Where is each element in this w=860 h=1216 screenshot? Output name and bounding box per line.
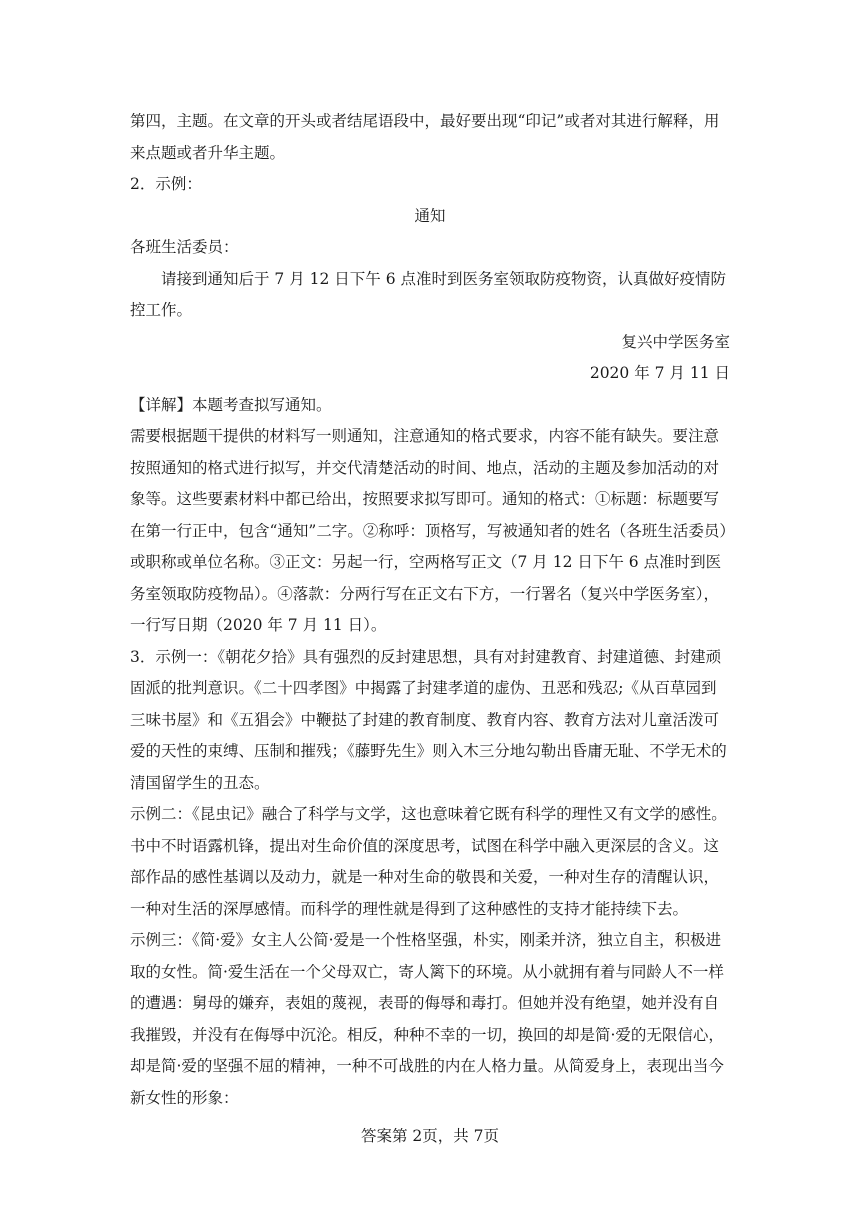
document-body (130, 106, 730, 1114)
notice-signature: 复兴中学医务室 (621, 332, 730, 351)
paragraph-example-2: 示例二：《昆虫记》融合了科学与文学，这也意味着它既有科学的理性又有文学的感性。书中不时语露机锋，提出对生命价值的深度思考，试图在科学中融入更深层的含义。这部作品的感性基调以及动力，就是一种对生命的敬畏和关爱，一种对生存的清醒认识，一种对生活的深厚感情。而科学的理性就是得到了这种感性的支持才能持续下去。 (130, 805, 727, 918)
paragraph-theme: 第四，主题。在文章的开头或者结尾语段中，最好要出现“印记”或者对其进行解释，用来点题或者升华主题。 (130, 112, 720, 162)
paragraph-example-1: 3．示例一：《朝花夕拾》具有强烈的反封建思想，具有对封建教育、封建道德、封建顽固派的批判意识。《二十四孝图》中揭露了封建孝道的虚伪、丑恶和残忍;《从百草园到三味书屋》和《五猖会》中鞭挞了封建的教育制度、教育内容、教育方法对儿童活泼可爱的天性的束缚、压制和摧残；《藤野先生》则入木三分地勾勒出昏庸无耻、不学无术的清国留学生的丑态。 (130, 647, 727, 792)
paragraph-detail-heading: 【详解】本题考查拟写通知。 (130, 395, 332, 414)
notice-body: 请接到通知后于 7 月 12 日下午 6 点准时到医务室领取防疫物资，认真做好疫情防控工作。 (130, 269, 727, 319)
notice-date: 2020 年 7 月 11 日 (589, 364, 730, 382)
notice-salutation: 各班生活委员： (130, 238, 239, 256)
paragraph-question-2: 2．示例： (130, 175, 202, 193)
paragraph-example-3: 示例三：《简·爱》女主人公简·爱是一个性格坚强，朴实，刚柔并济，独立自主，积极进取的女性。简·爱生活在一个父母双亡，寄人篱下的环境。从小就拥有着与同龄人不一样的遭遇：舅母的嫌弃，表姐的蔑视，表哥的侮辱和毒打。但她并没有绝望，她并没有自我摧毁，并没有在侮辱中沉沦。相反，种种不幸的一切，换回的却是简·爱的无限信心，却是简·爱的坚强不屈的精神，一种不可战胜的内在人格力量。从简爱身上，表现出当今新女性的形象： (130, 931, 724, 1107)
paragraph-detail-body: 需要根据题干提供的材料写一则通知，注意通知的格式要求，内容不能有缺失。要注意按照通知的格式进行拟写，并交代清楚活动的时间、地点，活动的主题及参加活动的对象等。这些要素材料中都已给出，按照要求拟写即可。通知的格式：①标题：标题要写在第一行正中，包含“通知”二字。②称呼：顶格写，写被通知者的姓名（各班生活委员）或职称或单位名称。③正文：另起一行，空两格写正文（7 月 12 日下午 6 点准时到医务室领取防疫物品）。④落款：分两行写在正文右下方，一行署名（复兴中学医务室），一行写日期（2020 年 7 月 11 日）。 (130, 427, 728, 634)
page-footer: 答案第 2页，共 7页 (360, 1127, 500, 1145)
notice-title: 通知 (414, 206, 446, 225)
